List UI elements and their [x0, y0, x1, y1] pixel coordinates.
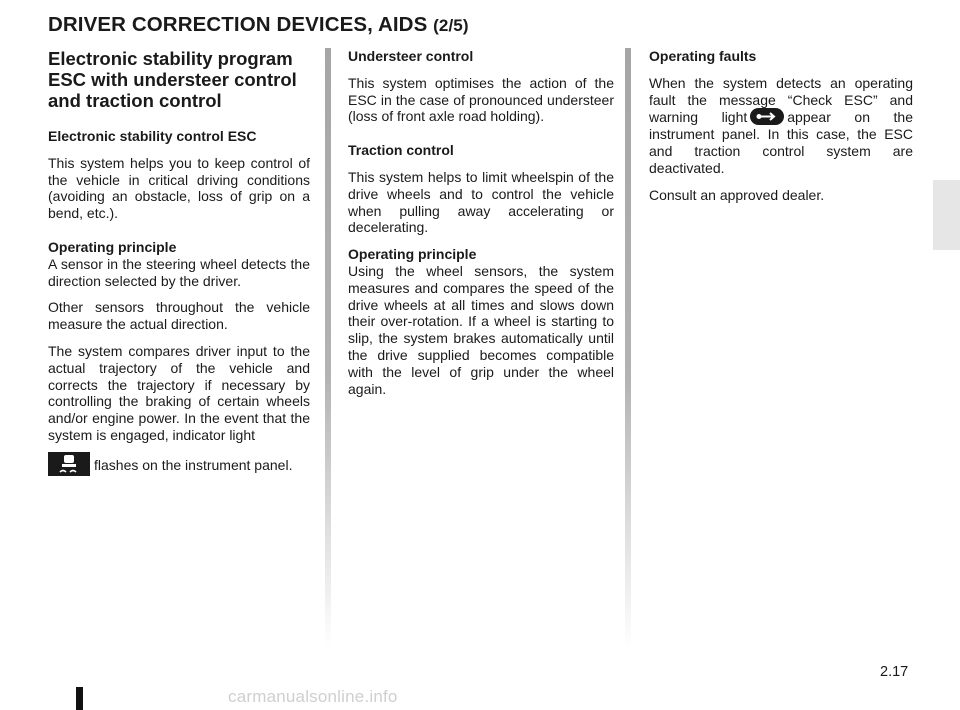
faults-text-before: When the system detects an operating fault the message “Check ESC” and warning light [649, 74, 913, 126]
operating-principle-heading: Operating principle [48, 238, 177, 255]
column-middle [348, 48, 614, 397]
operating-principle-heading: Operating principle [348, 246, 477, 263]
column-left [48, 48, 310, 476]
operating-faults-text [649, 75, 913, 177]
watermark: carmanualsonline.info [228, 687, 398, 706]
esc-heading: Electronic stability control ESC [48, 128, 257, 144]
operating-principle-text: Using the wheel sensors, the system measures and compares the speed of the drive wheels at all times and slows down their over-rotation. If a wheel is starting to slip, the system brakes automatically until the drive supplied becomes compatible with the level of grip under the wheel again. [348, 262, 614, 397]
page-number: 2.17 [880, 664, 909, 680]
column-right [649, 48, 913, 203]
faults-text-after: appear on the instrument panel. In this case, the ESC and traction control system are deactivated. [649, 109, 913, 176]
esc-description: This system helps you to keep control of the vehicle in critical driving conditions (avoiding an obstacle, loss of grip on a bend, etc.). [48, 154, 310, 222]
compare-text: The system compares driver input to the actual trajectory of the vehicle and corrects the trajectory if necessary by controlling the braking of certain wheels and/or engine power. In the event that the system is engaged, indicator light [48, 342, 310, 443]
flashes-text: flashes on the instrument panel. [94, 456, 293, 473]
sensors-text: Other sensors throughout the vehicle measure the actual direction. [48, 299, 310, 333]
print-mark [76, 687, 83, 710]
section-title: Electronic stability program ESC with understeer control and traction control [48, 48, 297, 111]
traction-heading: Traction control [348, 142, 454, 159]
column-divider [625, 48, 631, 648]
chapter-side-tab [933, 180, 960, 250]
column-divider [325, 48, 331, 648]
dealer-text: Consult an approved dealer. [649, 186, 825, 203]
understeer-heading: Understeer control [348, 48, 474, 64]
operating-principle-text: A sensor in the steering wheel detects the direction selected by the driver. [48, 255, 310, 289]
page-title-part: (2/5) [433, 16, 469, 35]
understeer-text: This system optimises the action of the ESC in the case of pronounced understeer (loss of front axle road holding). [348, 74, 614, 125]
indicator-line [48, 452, 310, 476]
page-title [48, 13, 469, 37]
esc-skid-indicator-icon [48, 452, 90, 476]
page-title-text: DRIVER CORRECTION DEVICES, AIDS [48, 13, 428, 36]
service-warning-light-icon [750, 108, 784, 125]
operating-faults-heading: Operating faults [649, 48, 757, 64]
traction-text: This system helps to limit wheelspin of the drive wheels and to control the vehicle when pulling away accelerating or decelerating. [348, 168, 614, 236]
